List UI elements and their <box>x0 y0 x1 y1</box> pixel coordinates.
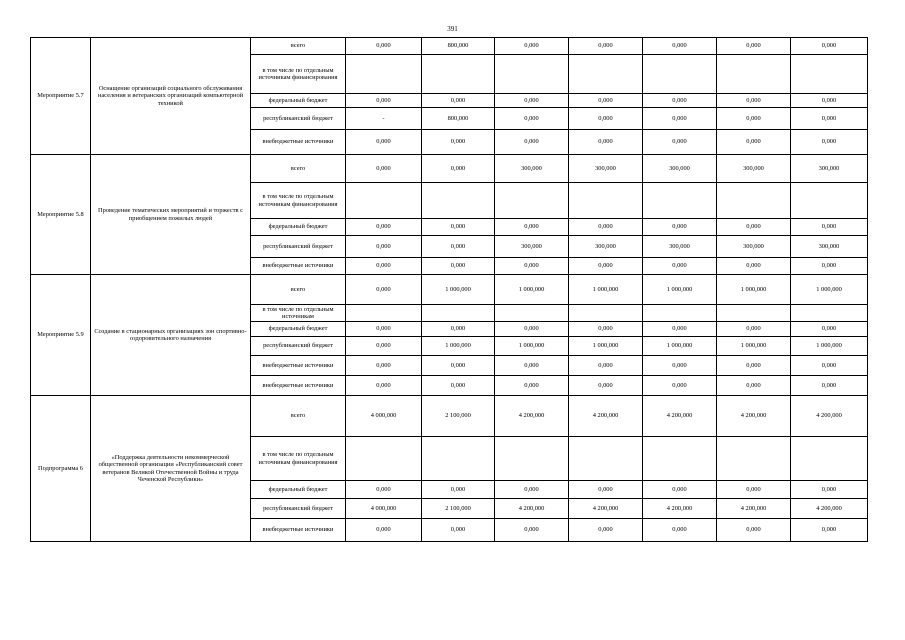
amount-cell: 800,000 <box>422 108 495 130</box>
amount-cell: 4 200,000 <box>569 396 643 437</box>
amount-cell: 0,000 <box>643 108 717 130</box>
amount-cell <box>422 305 495 322</box>
amount-cell <box>791 437 868 481</box>
amount-cell: 0,000 <box>717 258 791 275</box>
amount-cell: 0,000 <box>569 219 643 236</box>
amount-cell: 0,000 <box>643 94 717 108</box>
amount-cell: 0,000 <box>643 322 717 337</box>
amount-cell <box>346 305 422 322</box>
funding-source: республиканский бюджет <box>251 108 346 130</box>
funding-source: республиканский бюджет <box>251 499 346 519</box>
amount-cell: 1 000,000 <box>495 337 569 356</box>
amount-cell: 0,000 <box>422 356 495 376</box>
amount-cell: 0,000 <box>495 519 569 542</box>
funding-source: федеральный бюджет <box>251 322 346 337</box>
amount-cell <box>717 305 791 322</box>
amount-cell: 0,000 <box>717 519 791 542</box>
table-row <box>31 38 868 55</box>
amount-cell <box>791 183 868 219</box>
amount-cell: 1 000,000 <box>422 275 495 305</box>
funding-source: внебюджетные источники <box>251 519 346 542</box>
funding-source: всего <box>251 38 346 55</box>
amount-cell: 0,000 <box>422 481 495 499</box>
funding-source: внебюджетные источники <box>251 376 346 396</box>
amount-cell: 0,000 <box>643 481 717 499</box>
amount-cell: 0,000 <box>791 258 868 275</box>
amount-cell <box>643 55 717 94</box>
amount-cell <box>495 55 569 94</box>
amount-cell: 0,000 <box>346 337 422 356</box>
amount-cell <box>422 55 495 94</box>
amount-cell: 0,000 <box>569 376 643 396</box>
amount-cell: 0,000 <box>346 356 422 376</box>
amount-cell: 0,000 <box>791 219 868 236</box>
amount-cell: 0,000 <box>346 155 422 183</box>
amount-cell <box>791 55 868 94</box>
amount-cell <box>643 305 717 322</box>
amount-cell <box>717 437 791 481</box>
amount-cell: 0,000 <box>569 356 643 376</box>
amount-cell: 0,000 <box>422 130 495 155</box>
amount-cell <box>643 437 717 481</box>
amount-cell: 0,000 <box>346 322 422 337</box>
amount-cell <box>346 55 422 94</box>
amount-cell: 0,000 <box>643 258 717 275</box>
amount-cell: 0,000 <box>346 376 422 396</box>
amount-cell: 0,000 <box>346 275 422 305</box>
amount-cell: 0,000 <box>346 38 422 55</box>
amount-cell: 2 100,000 <box>422 396 495 437</box>
amount-cell: 0,000 <box>569 94 643 108</box>
amount-cell: 300,000 <box>791 236 868 258</box>
amount-cell: 300,000 <box>569 236 643 258</box>
amount-cell: 0,000 <box>495 94 569 108</box>
funding-source: в том числе по отдельным источникам финансирования <box>251 183 346 219</box>
amount-cell: 1 000,000 <box>717 337 791 356</box>
amount-cell: 0,000 <box>495 130 569 155</box>
amount-cell: 4 200,000 <box>717 499 791 519</box>
amount-cell: 0,000 <box>346 258 422 275</box>
amount-cell <box>569 183 643 219</box>
amount-cell: 0,000 <box>346 130 422 155</box>
amount-cell: 0,000 <box>717 376 791 396</box>
page-number: 391 <box>447 25 458 33</box>
amount-cell: 0,000 <box>422 519 495 542</box>
amount-cell: 1 000,000 <box>717 275 791 305</box>
amount-cell: 0,000 <box>643 130 717 155</box>
amount-cell <box>495 183 569 219</box>
funding-source: внебюджетные источники <box>251 258 346 275</box>
funding-source: в том числе по отдельным источникам финансирования <box>251 437 346 481</box>
amount-cell: 0,000 <box>495 219 569 236</box>
amount-cell: 300,000 <box>791 155 868 183</box>
amount-cell: 0,000 <box>791 322 868 337</box>
amount-cell: 0,000 <box>717 130 791 155</box>
amount-cell: 0,000 <box>569 38 643 55</box>
amount-cell: 0,000 <box>569 481 643 499</box>
amount-cell: 0,000 <box>346 519 422 542</box>
amount-cell: 0,000 <box>791 356 868 376</box>
funding-source: в том числе по отдельным источникам финансирования <box>251 55 346 94</box>
amount-cell: 300,000 <box>495 155 569 183</box>
amount-cell: 0,000 <box>791 519 868 542</box>
amount-cell: 0,000 <box>422 155 495 183</box>
amount-cell: 0,000 <box>717 108 791 130</box>
amount-cell: 0,000 <box>422 322 495 337</box>
amount-cell: 0,000 <box>717 481 791 499</box>
table-row <box>31 275 868 305</box>
amount-cell: 0,000 <box>422 376 495 396</box>
measure-title: Проведение тематических мероприятий и торжеств с приобщением пожилых людей <box>91 155 251 275</box>
funding-source: всего <box>251 275 346 305</box>
amount-cell: 0,000 <box>346 236 422 258</box>
amount-cell <box>346 437 422 481</box>
funding-source: республиканский бюджет <box>251 337 346 356</box>
amount-cell: 0,000 <box>569 108 643 130</box>
amount-cell: 1 000,000 <box>569 275 643 305</box>
amount-cell: 0,000 <box>791 481 868 499</box>
amount-cell <box>346 183 422 219</box>
measure-title: Оснащение организаций социального обслуживания населения и ветеранских организаций компьютерной техникой <box>91 38 251 155</box>
funding-source: федеральный бюджет <box>251 481 346 499</box>
funding-source: внебюджетные источники <box>251 356 346 376</box>
amount-cell: 0,000 <box>346 94 422 108</box>
measure-code: Мероприятие 5.8 <box>31 155 91 275</box>
amount-cell: 0,000 <box>422 94 495 108</box>
amount-cell: 0,000 <box>422 258 495 275</box>
budget-table-body <box>31 38 868 542</box>
amount-cell: 300,000 <box>569 155 643 183</box>
amount-cell: 4 200,000 <box>495 396 569 437</box>
amount-cell: 300,000 <box>643 155 717 183</box>
amount-cell <box>717 55 791 94</box>
amount-cell: - <box>346 108 422 130</box>
amount-cell: 0,000 <box>717 38 791 55</box>
amount-cell: 0,000 <box>717 356 791 376</box>
amount-cell: 300,000 <box>717 155 791 183</box>
amount-cell: 4 200,000 <box>569 499 643 519</box>
amount-cell: 0,000 <box>791 38 868 55</box>
amount-cell <box>422 183 495 219</box>
funding-source: всего <box>251 396 346 437</box>
amount-cell <box>495 305 569 322</box>
table-row <box>31 396 868 437</box>
amount-cell: 0,000 <box>495 481 569 499</box>
amount-cell: 0,000 <box>643 519 717 542</box>
amount-cell: 4 000,000 <box>346 396 422 437</box>
measure-code: Мероприятие 5.7 <box>31 38 91 155</box>
amount-cell: 1 000,000 <box>569 337 643 356</box>
amount-cell: 0,000 <box>495 356 569 376</box>
funding-source: федеральный бюджет <box>251 219 346 236</box>
amount-cell: 0,000 <box>422 236 495 258</box>
amount-cell: 1 000,000 <box>791 337 868 356</box>
amount-cell: 0,000 <box>791 376 868 396</box>
amount-cell <box>643 183 717 219</box>
amount-cell: 0,000 <box>569 258 643 275</box>
amount-cell: 0,000 <box>495 108 569 130</box>
funding-source: всего <box>251 155 346 183</box>
amount-cell: 1 000,000 <box>791 275 868 305</box>
amount-cell: 0,000 <box>495 322 569 337</box>
funding-source: республиканский бюджет <box>251 236 346 258</box>
measure-code: Подпрограмма 6 <box>31 396 91 542</box>
amount-cell: 800,000 <box>422 38 495 55</box>
amount-cell: 0,000 <box>643 219 717 236</box>
amount-cell: 0,000 <box>717 94 791 108</box>
amount-cell: 0,000 <box>346 219 422 236</box>
amount-cell: 1 000,000 <box>422 337 495 356</box>
amount-cell <box>791 305 868 322</box>
amount-cell: 2 100,000 <box>422 499 495 519</box>
table-row <box>31 155 868 183</box>
amount-cell: 4 200,000 <box>791 396 868 437</box>
amount-cell: 300,000 <box>495 236 569 258</box>
amount-cell <box>569 55 643 94</box>
amount-cell: 1 000,000 <box>643 275 717 305</box>
amount-cell: 0,000 <box>717 322 791 337</box>
amount-cell: 300,000 <box>717 236 791 258</box>
measure-code: Мероприятие 5.9 <box>31 275 91 396</box>
funding-source: в том числе по отдельным источникам <box>251 305 346 322</box>
amount-cell: 0,000 <box>643 38 717 55</box>
amount-cell: 0,000 <box>346 481 422 499</box>
funding-source: внебюджетные источники <box>251 130 346 155</box>
amount-cell: 0,000 <box>643 356 717 376</box>
amount-cell: 4 200,000 <box>717 396 791 437</box>
amount-cell: 0,000 <box>791 94 868 108</box>
measure-title: Создание в стационарных организациях зон спортивно-оздоровительного назначения <box>91 275 251 396</box>
amount-cell: 0,000 <box>569 519 643 542</box>
amount-cell: 4 200,000 <box>495 499 569 519</box>
amount-cell: 4 000,000 <box>346 499 422 519</box>
amount-cell: 0,000 <box>495 38 569 55</box>
amount-cell: 4 200,000 <box>791 499 868 519</box>
amount-cell: 0,000 <box>422 219 495 236</box>
amount-cell: 0,000 <box>569 322 643 337</box>
amount-cell: 0,000 <box>495 376 569 396</box>
amount-cell: 1 000,000 <box>495 275 569 305</box>
funding-source: федеральный бюджет <box>251 94 346 108</box>
amount-cell <box>569 305 643 322</box>
amount-cell: 0,000 <box>717 219 791 236</box>
amount-cell <box>717 183 791 219</box>
amount-cell: 0,000 <box>643 376 717 396</box>
amount-cell: 300,000 <box>643 236 717 258</box>
amount-cell: 0,000 <box>791 108 868 130</box>
amount-cell <box>569 437 643 481</box>
budget-table <box>30 37 868 542</box>
amount-cell: 0,000 <box>569 130 643 155</box>
amount-cell: 0,000 <box>495 258 569 275</box>
amount-cell <box>495 437 569 481</box>
amount-cell <box>422 437 495 481</box>
amount-cell: 4 200,000 <box>643 499 717 519</box>
amount-cell: 1 000,000 <box>643 337 717 356</box>
amount-cell: 0,000 <box>791 130 868 155</box>
amount-cell: 4 200,000 <box>643 396 717 437</box>
measure-title: «Поддержка деятельности некоммерческой общественной организации «Республиканский совет ветеранов Великой Отечественной Войны и труда Чеченской Республики» <box>91 396 251 542</box>
